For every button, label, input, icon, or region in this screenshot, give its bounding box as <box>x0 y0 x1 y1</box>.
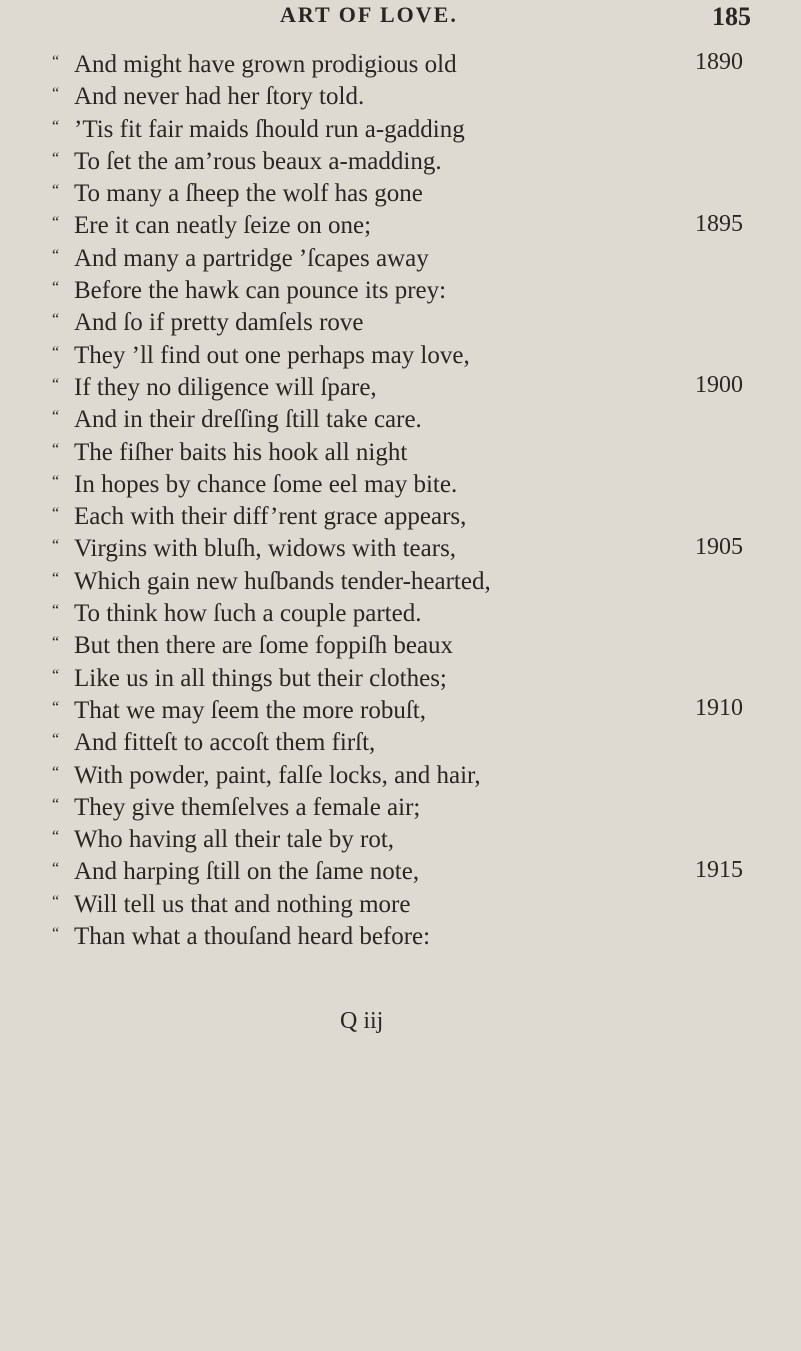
line-number: 1915 <box>695 856 743 883</box>
verse-line <box>52 595 672 627</box>
verse-text: But then there are ſome foppiſh beaux <box>74 632 454 660</box>
opening-quote-mark: “ <box>52 311 60 329</box>
verse-text: The fiſher baits his hook all night <box>74 438 408 466</box>
opening-quote-mark: “ <box>52 440 60 458</box>
verse-line <box>52 434 672 466</box>
verse-text: They give themſelves a female air; <box>74 793 421 821</box>
line-number: 1890 <box>695 49 743 75</box>
opening-quote-mark: “ <box>52 602 60 620</box>
opening-quote-mark: “ <box>52 85 60 103</box>
running-title: ART OF LOVE. <box>280 2 458 27</box>
line-number: 1895 <box>695 210 743 237</box>
opening-quote-mark: “ <box>52 828 60 846</box>
verse-line <box>52 111 672 143</box>
opening-quote-mark: “ <box>52 375 60 393</box>
line-number: 1905 <box>695 533 743 560</box>
verse-line <box>52 304 672 336</box>
verse-text: Each with their diff’rent grace appears, <box>74 503 467 531</box>
verse-line <box>52 918 672 950</box>
verse-text: ’Tis fit fair maids ſhould run a-gadding <box>74 115 465 143</box>
verse-text: If they no diligence will ſpare, <box>74 373 377 401</box>
opening-quote-mark: “ <box>52 53 60 70</box>
verse-text: Like us in all things but their clothes; <box>74 664 447 692</box>
verse-text: And ſo if pretty damſels rove <box>74 309 364 337</box>
opening-quote-mark: “ <box>52 537 60 555</box>
verse-line <box>52 207 672 239</box>
opening-quote-mark: “ <box>52 214 60 232</box>
verse-line <box>52 724 672 756</box>
verse-line <box>52 498 672 530</box>
verse-line <box>52 337 672 369</box>
verse-line <box>52 530 672 562</box>
verse-line <box>52 821 672 853</box>
opening-quote-mark: “ <box>52 472 60 490</box>
verse-line <box>52 757 672 789</box>
signature-mark: Q iij <box>340 1008 384 1034</box>
opening-quote-mark: “ <box>52 763 60 781</box>
verse-text: Than what a thouſand heard before: <box>74 923 431 951</box>
verse-line <box>52 563 672 595</box>
opening-quote-mark: “ <box>52 892 60 910</box>
verse-line <box>52 175 672 207</box>
verse-block <box>52 46 672 950</box>
opening-quote-mark: “ <box>52 279 60 297</box>
verse-text: Who having all their tale by rot, <box>74 826 395 854</box>
opening-quote-mark: “ <box>52 925 60 943</box>
verse-text: To ſet the am’rous beaux a-madding. <box>74 147 442 175</box>
verse-text: To think how ſuch a couple parted. <box>74 600 422 628</box>
opening-quote-mark: “ <box>52 117 60 135</box>
verse-text: Which gain new huſbands tender-hearted, <box>74 567 491 595</box>
opening-quote-mark: “ <box>52 860 60 878</box>
opening-quote-mark: “ <box>52 343 60 361</box>
verse-text: Before the hawk can pounce its prey: <box>74 277 447 305</box>
line-number: 1900 <box>695 372 743 398</box>
verse-text: In hopes by chance ſome eel may bite. <box>74 470 458 498</box>
running-head <box>0 2 801 32</box>
verse-text: Ere it can neatly ſeize on one; <box>74 212 372 240</box>
verse-text: With powder, paint, falſe locks, and hair, <box>74 761 481 789</box>
verse-line <box>52 660 672 692</box>
verse-text: Virgins with bluſh, widows with tears, <box>74 535 457 563</box>
verse-line <box>52 466 672 498</box>
verse-text: And might have grown prodigious old <box>74 51 457 78</box>
opening-quote-mark: “ <box>52 408 60 426</box>
verse-line <box>52 240 672 272</box>
verse-text: They ’ll find out one perhaps may love, <box>74 341 470 369</box>
verse-text: To many a ſheep the wolf has gone <box>74 180 423 208</box>
verse-line <box>52 369 672 401</box>
verse-text: And in their dreſſing ſtill take care. <box>74 406 422 434</box>
opening-quote-mark: “ <box>52 731 60 749</box>
verse-line <box>52 401 672 433</box>
verse-line <box>52 853 672 885</box>
opening-quote-mark: “ <box>52 505 60 523</box>
opening-quote-mark: “ <box>52 569 60 587</box>
verse-line <box>52 143 672 175</box>
verse-line <box>52 627 672 659</box>
opening-quote-mark: “ <box>52 795 60 813</box>
verse-line <box>52 789 672 821</box>
verse-line <box>52 78 672 110</box>
verse-text: And never had her ſtory told. <box>74 83 365 111</box>
opening-quote-mark: “ <box>52 666 60 684</box>
verse-line <box>52 46 672 78</box>
page-number: 185 <box>712 2 751 31</box>
verse-text: And many a partridge ’ſcapes away <box>74 244 429 272</box>
verse-line <box>52 272 672 304</box>
opening-quote-mark: “ <box>52 698 60 716</box>
verse-line <box>52 692 672 724</box>
opening-quote-mark: “ <box>52 149 60 167</box>
opening-quote-mark: “ <box>52 634 60 652</box>
opening-quote-mark: “ <box>52 182 60 200</box>
verse-line <box>52 886 672 918</box>
verse-text: That we may ſeem the more robuſt, <box>74 696 426 724</box>
verse-text: And fitteſt to accoſt them firſt, <box>74 729 376 757</box>
opening-quote-mark: “ <box>52 246 60 264</box>
verse-text: Will tell us that and nothing more <box>74 890 411 918</box>
line-number: 1910 <box>695 695 743 721</box>
verse-text: And harping ſtill on the ſame note, <box>74 858 420 886</box>
